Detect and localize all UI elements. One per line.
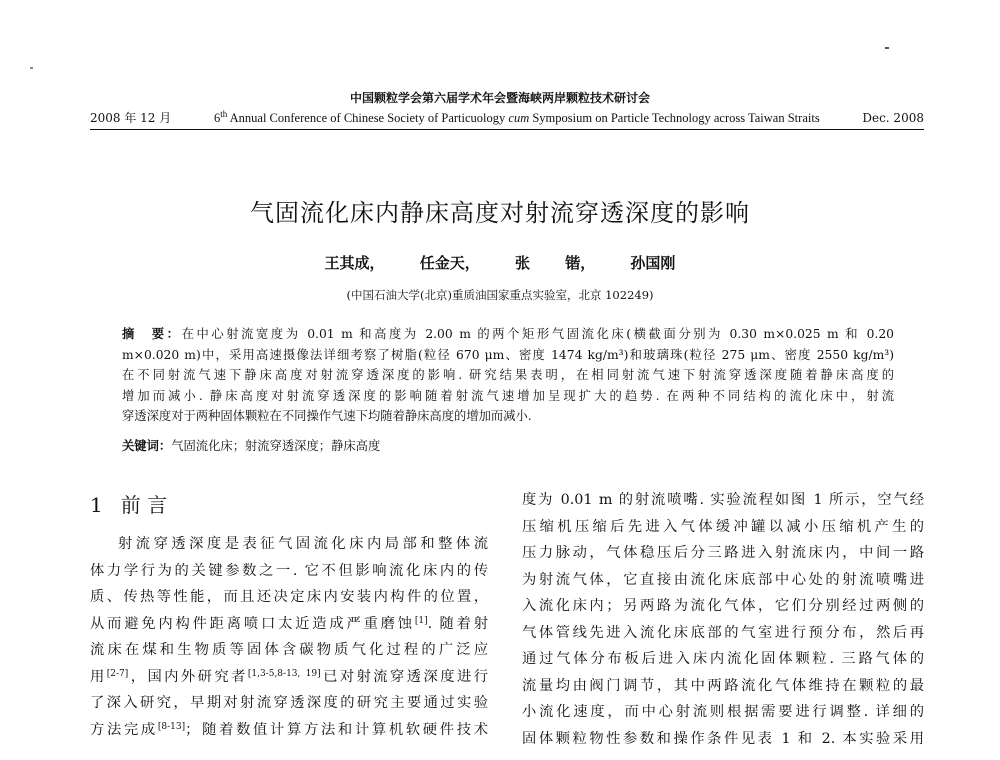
- section-number: 1: [90, 493, 103, 517]
- running-header-chinese: 中国颗粒学会第六届学术年会暨海峡两岸颗粒技术研讨会: [349, 91, 650, 105]
- abstract-line: 穿透深度对于两种固体颗粒在不同操作气速下均随着静床高度的增加而减小.: [122, 409, 532, 423]
- paper-title: 气固流化床内静床高度对射流穿透深度的影响: [250, 199, 750, 227]
- header-date-chinese: 2008 年 12 月: [90, 111, 172, 125]
- abstract: [122, 324, 894, 427]
- body-line: 度为 0.01 m 的射流喷嘴. 实验流程如图 1 所示，空气经: [522, 492, 924, 508]
- body-line: 用[2-7]，国内外研究者[1,3-5,8-13, 19]已对射流穿透深度进行: [90, 668, 488, 685]
- section-title: 前 言: [120, 493, 168, 517]
- scan-speck: [885, 47, 889, 49]
- body-line: 流床在煤和生物质等固体含碳物质气化过程的广泛应: [90, 642, 488, 658]
- body-line: 小流化速度，而中心射流则根据需要进行调整. 详细的: [522, 704, 924, 720]
- body-line: 固体颗粒物性参数和操作条件见表 1 和 2. 本实验采用: [522, 730, 924, 747]
- header-conference-english: 6th Annual Conference of Chinese Society of Particuology cum Symposium on Particle Technology across Taiwan Straits: [213, 109, 820, 125]
- abstract-line: 在不同射流气速下静床高度对射流穿透深度的影响. 研究结果表明，在相同射流气速下射流穿透深度随着静床高度的: [122, 368, 894, 382]
- body-line: 气体管线先进入流化床底部的气室进行预分布，然后再: [522, 624, 924, 641]
- header-rule: [90, 129, 924, 130]
- body-line: 方法完成[8-13]；随着数值计算方法和计算机软硬件技术: [90, 721, 488, 738]
- body-line: 射流穿透深度是表征气固流化床内局部和整体流: [118, 536, 488, 552]
- left-column: [90, 531, 488, 743]
- body-line: 体力学行为的关键参数之一. 它不但影响流化床内的传: [90, 562, 488, 579]
- abstract-label: 摘 要：: [122, 326, 182, 341]
- body-line: 入流化床内；另两路为流化气体，它们分别经过两侧的: [522, 598, 924, 614]
- keywords-text: 气固流化床；射流穿透深度；静床高度: [171, 439, 381, 453]
- body-line: 压力脉动，气体稳压后分三路进入射流床内，中间一路: [522, 545, 924, 561]
- body-line: 通过气体分布板后进入床内流化固体颗粒. 三路气体的: [522, 651, 924, 667]
- running-header-row: [90, 109, 924, 126]
- body-line: 了深入研究，早期对射流穿透深度的研究主要通过实验: [90, 695, 488, 711]
- keywords: [122, 436, 894, 454]
- body-line: 为射流气体，它直接由流化床底部中心处的射流喷嘴进: [522, 571, 924, 588]
- body-line: 从而避免内构件距离喷口太近造成严重磨蚀[1]. 随着射: [90, 615, 488, 632]
- header-date-english: Dec. 2008: [862, 111, 924, 125]
- abstract-line: 摘 要：在中心射流宽度为 0.01 m 和高度为 2.00 m 的两个矩形气固流化床(横截面分别为 0.30 m×0.025 m 和 0.20: [122, 326, 894, 341]
- paper-authors: 王其成， 任金天， 张 锴， 孙国刚: [324, 254, 676, 272]
- body-line: 流量均由阀门调节，其中两路流化气体维持在颗粒的最: [522, 677, 924, 694]
- abstract-line: 增加而减小. 静床高度对射流穿透深度的影响随着射流气速增加呈现扩大的趋势. 在两种不同结构的流化床中，射流: [122, 388, 894, 403]
- citation: [1,3-5,8-13, 19]: [247, 668, 321, 679]
- section-heading: [90, 489, 167, 518]
- keywords-label: 关键词：: [122, 438, 172, 453]
- citation: [1]: [414, 615, 428, 626]
- scan-speck: [30, 67, 33, 69]
- citation: [8-13]: [157, 721, 186, 732]
- citation: [2-7]: [106, 668, 129, 679]
- body-line: 质、传热等性能，而且还决定床内安装内构件的位置，: [90, 589, 488, 605]
- paper-affiliation: (中国石油大学(北京)重质油国家重点实验室，北京 102249): [346, 288, 654, 302]
- right-column: [522, 487, 924, 752]
- abstract-line: m×0.020 m)中，采用高速摄像法详细考察了树脂(粒径 670 μm、密度 1474 kg/m³)和玻璃珠(粒径 275 μm、密度 2550 kg/m³): [122, 347, 894, 362]
- body-line: 压缩机压缩后先进入气体缓冲罐以减小压缩机产生的: [522, 518, 924, 535]
